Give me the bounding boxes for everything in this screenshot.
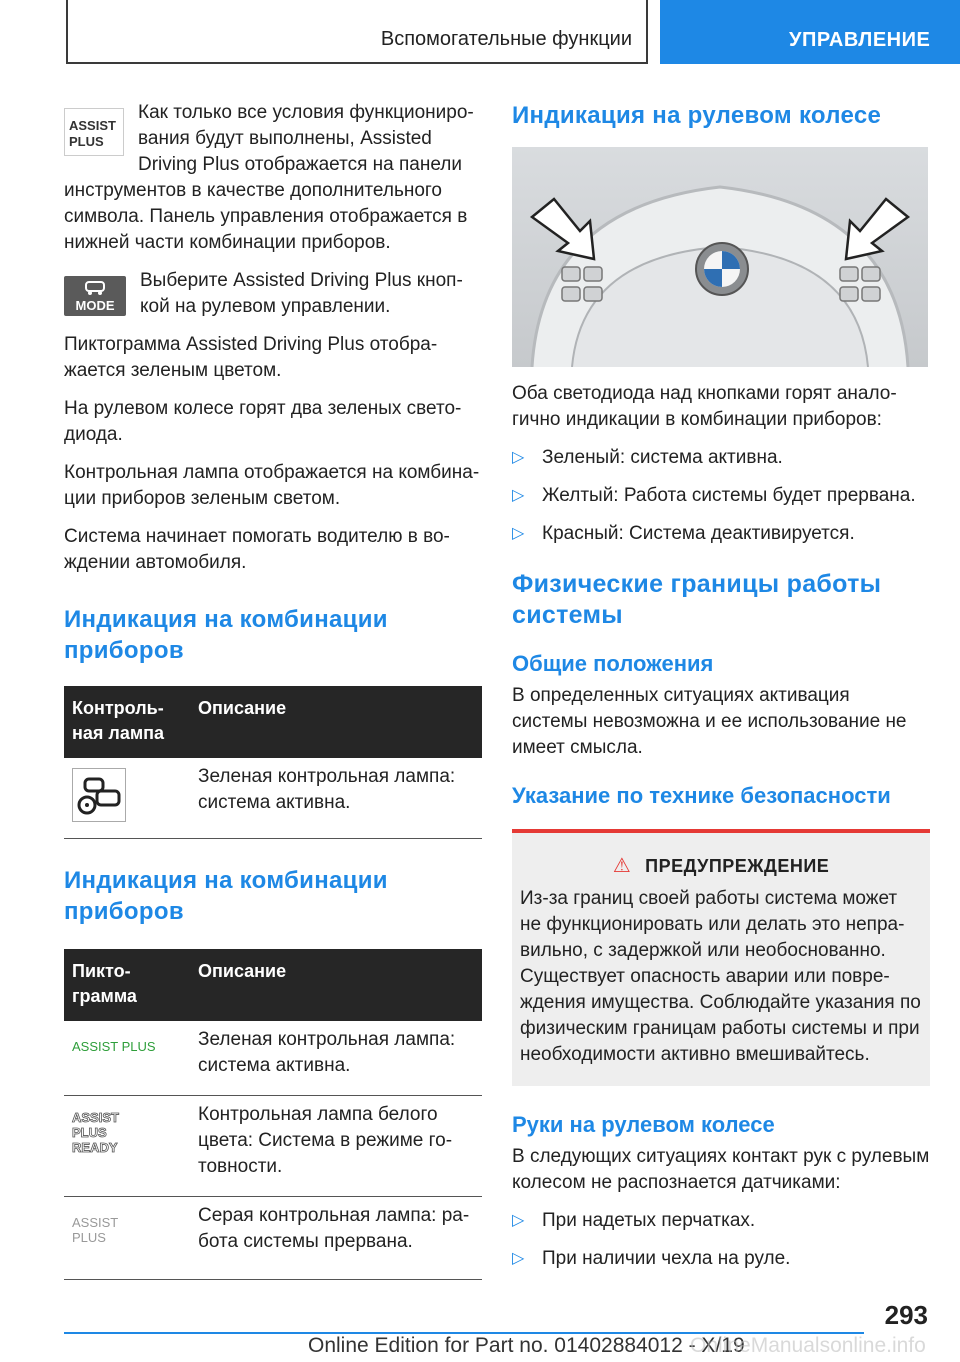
left-paragraph-1: Как только все условия функциониро-вания будут выполнены, Assisted Driving Plus отображается на панели инструментов в качестве дополнительного символа. Панель управления отображается в нижней части комбинации приборов. — [64, 102, 474, 253]
list-item: ▷ Зеленый: система активна. — [512, 445, 930, 471]
heading-safety-note: Указание по технике безопасности — [512, 783, 891, 808]
svg-text:PLUS: PLUS — [69, 134, 104, 149]
heading-cluster-indicator-2: Индикация на комбинации приборов — [64, 867, 388, 925]
assist-plus-green-icon: ASSIST PLUS — [72, 1039, 156, 1054]
table2-icon-cell — [64, 1021, 190, 1096]
warning-text: Из-за границ своей работы система может не функционировать или делать это непра-вильно, с задержкой или необоснованно. Существует опасность аварии или повре-ждения имущества. Соблюдайте указания по физическим границам работы системы и при необходимости активно вмешивайтесь. — [520, 888, 921, 1065]
left-paragraph-2: Выберите Assisted Driving Plus кноп-кой на рулевом управлении. — [140, 270, 463, 317]
table2-description: Контрольная лампа белого цвета: Система в режиме го-товности. — [190, 1096, 482, 1197]
table-row — [64, 1021, 482, 1096]
left-paragraph-4: На рулевом колесе горят два зеленых свето-диода. — [64, 398, 462, 445]
table2-col2-header: Описание — [190, 949, 482, 1021]
table2-col1-header: Пикто-грамма — [64, 949, 190, 1021]
assist-intro — [64, 100, 482, 256]
svg-text:ASSIST: ASSIST — [69, 118, 116, 133]
table1-icon-cell — [64, 758, 190, 839]
table2-icon-cell — [64, 1197, 190, 1280]
heading-system-limits: Физические границы работы системы — [512, 570, 882, 629]
left-paragraph-5: Контрольная лампа отображается на комбина-ции приборов зеленым светом. — [64, 462, 480, 509]
left-column — [64, 100, 482, 1280]
header-chapter-title: УПРАВЛЕНИЕ — [789, 29, 931, 51]
mode-instruction — [64, 268, 482, 320]
list-item: ▷ Красный: Система деактивируется. — [512, 521, 930, 547]
indicator-table-1 — [64, 686, 482, 839]
mode-button-icon — [64, 276, 126, 316]
heading-hands-on-wheel: Руки на рулевом колесе — [512, 1112, 775, 1137]
header-section-box — [66, 0, 648, 64]
heading-general: Общие положения — [512, 651, 714, 676]
warning-title — [520, 853, 922, 878]
right-paragraph-3: В следующих ситуациях контакт рук с рулевым колесом не распознается датчиками: — [512, 1146, 930, 1193]
table-row — [64, 1096, 482, 1197]
warning-title-text: ПРЕДУПРЕЖДЕНИЕ — [645, 856, 830, 876]
right-column — [512, 100, 930, 1284]
footer-watermark: OnlineManualsonline.info — [690, 1334, 926, 1357]
heading-wheel-indicator: Индикация на рулевом колесе — [512, 102, 882, 129]
page-number: 293 — [884, 1300, 928, 1330]
svg-text:MODE: MODE — [75, 298, 115, 313]
left-paragraph-6: Система начинает помогать водителю в во-ждении автомобиля. — [64, 526, 450, 573]
table2-description: Зеленая контрольная лампа: система активна. — [190, 1021, 482, 1096]
table2-icon-cell — [64, 1096, 190, 1197]
header-section-title: Вспомогательные функции — [380, 28, 632, 50]
led-status-list — [512, 445, 930, 547]
assist-plus-grey-icon: ASSIST PLUS — [72, 1215, 119, 1245]
heading-cluster-indicator-1: Индикация на комбинации приборов — [64, 606, 388, 664]
assist-cars-icon — [72, 768, 126, 822]
warning-box — [512, 829, 930, 1086]
left-paragraph-3: Пиктограмма Assisted Driving Plus отобра-жается зеленым цветом. — [64, 334, 438, 381]
header-chapter-tab[interactable] — [660, 0, 960, 64]
indicator-table-2 — [64, 949, 482, 1280]
table2-description: Серая контрольная лампа: ра-бота системы прервана. — [190, 1197, 482, 1280]
hands-detection-list — [512, 1208, 930, 1272]
list-item: ▷ Желтый: Работа системы будет прервана. — [512, 483, 930, 509]
list-item: ▷ При надетых перчатках. — [512, 1208, 930, 1234]
right-paragraph-2: В определенных ситуациях активация системы невозможна и ее использование не имеет смысла. — [512, 685, 907, 758]
table-row — [64, 1197, 482, 1280]
steering-wheel-image — [512, 147, 928, 367]
right-paragraph-1: Оба светодиода над кнопками горят анало-гично индикации в комбинации приборов: — [512, 383, 897, 430]
list-item: ▷ При наличии чехла на руле. — [512, 1246, 930, 1272]
assist-plus-ready-icon: ASSIST PLUS READY — [72, 1110, 119, 1155]
table1-col2-header: Описание — [190, 686, 482, 758]
table-row — [64, 758, 482, 839]
assist-plus-icon — [64, 108, 124, 156]
warning-triangle-icon: ⚠ — [612, 855, 632, 877]
footer-edition: Online Edition for Part no. 01402884012 - X/19 — [308, 1334, 745, 1357]
table1-description: Зеленая контрольная лампа: система активна. — [190, 758, 482, 839]
table1-col1-header: Контроль-ная лампа — [64, 686, 190, 758]
